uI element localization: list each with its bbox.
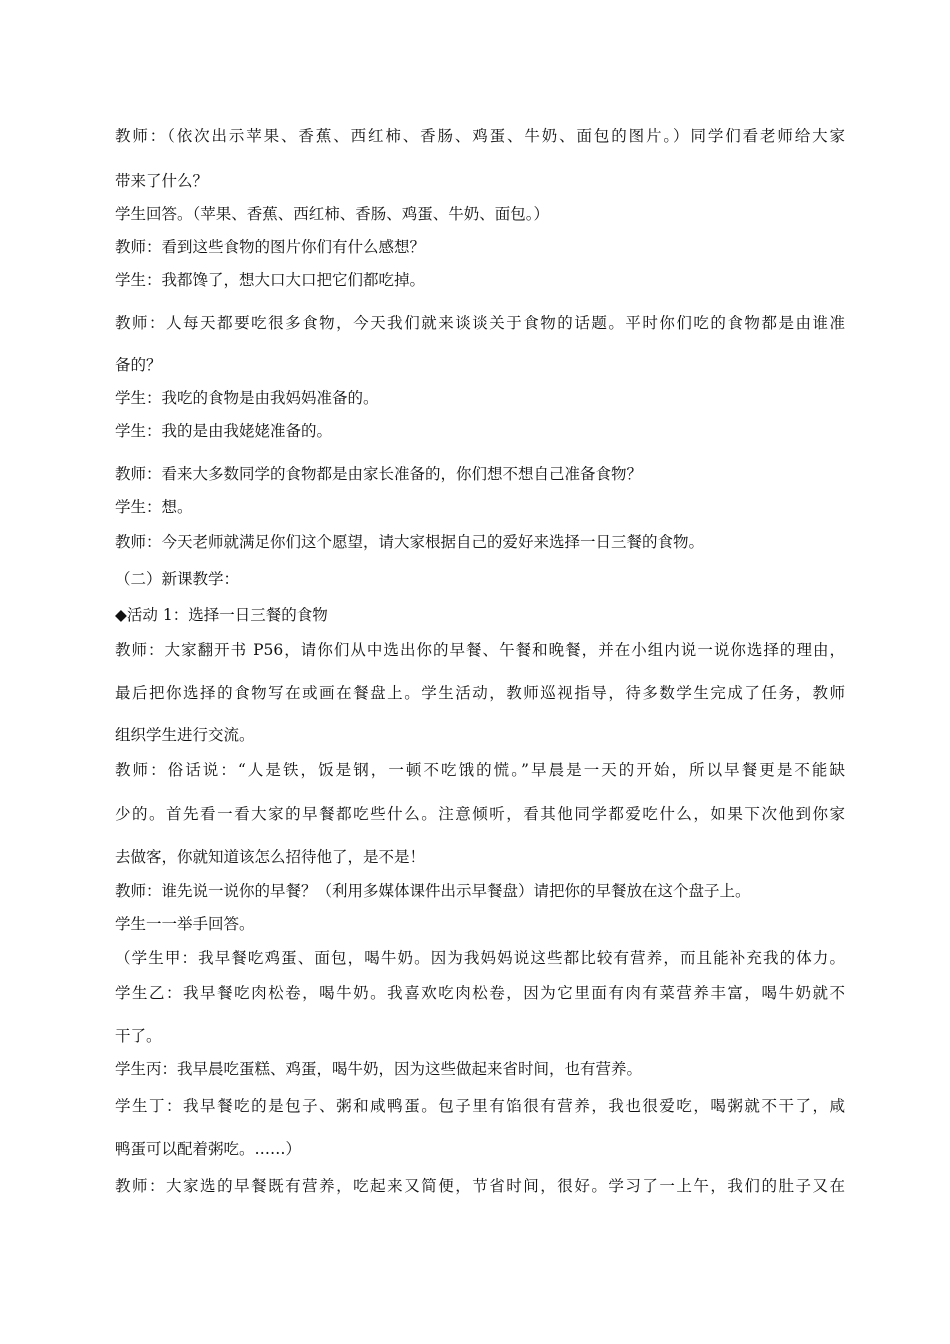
text-line: 学生丙：我早晨吃蛋糕、鸡蛋，喝牛奶，因为这些做起来省时间，也有营养。 [115,1060,643,1078]
activity-heading: ◆活动 1：选择一日三餐的食物 [115,606,328,624]
text-line: 干了。 [115,1027,162,1045]
text-line: 带来了什么？ [115,172,209,190]
text-line: 教师：大家选的早餐既有营养，吃起来又简便，节省时间，很好。学习了一上午，我们的肚子又在 [115,1177,845,1195]
text-line: 教师：人每天都要吃很多食物，今天我们就来谈谈关于食物的话题。平时你们吃的食物都是由谁准 [115,314,845,332]
text-line: 教师：（依次出示苹果、香蕉、西红柿、香肠、鸡蛋、牛奶、面包的图片。）同学们看老师给大家 [115,127,845,145]
text-line: 学生回答。（苹果、香蕉、西红柿、香肠、鸡蛋、牛奶、面包。） [115,205,550,223]
section-heading: （二）新课教学： [115,570,240,588]
text-line: 少的。首先看一看大家的早餐都吃些什么。注意倾听，看其他同学都爱吃什么，如果下次他到你家 [115,805,845,823]
text-line: 学生：我的是由我姥姥准备的。 [115,422,333,440]
text-line: 学生乙：我早餐吃肉松卷，喝牛奶。我喜欢吃肉松卷，因为它里面有肉有菜营养丰富，喝牛奶就不 [115,984,845,1002]
text-line: 学生：我都馋了，想大口大口把它们都吃掉。 [115,271,426,289]
text-line: 最后把你选择的食物写在或画在餐盘上。学生活动，教师巡视指导，待多数学生完成了任务，教师 [115,684,845,702]
text-line: 组织学生进行交流。 [115,726,255,744]
text-line: 备的？ [115,356,162,374]
text-line: （学生甲：我早餐吃鸡蛋、面包，喝牛奶。因为我妈妈说这些都比较有营养，而且能补充我的体力。 [115,949,845,967]
text-line: 教师：大家翻开书 P56，请你们从中选出你的早餐、午餐和晚餐，并在小组内说一说你选择的理由， [115,641,845,659]
text-line: 教师：今天老师就满足你们这个愿望，请大家根据自己的爱好来选择一日三餐的食物。 [115,533,705,551]
text-line: 教师：俗话说：“人是铁，饭是钢，一顿不吃饿的慌。”早晨是一天的开始，所以早餐更是不能缺 [115,761,845,779]
text-line: 去做客，你就知道该怎么招待他了，是不是！ [115,848,426,866]
text-line: 鸭蛋可以配着粥吃。……） [115,1140,302,1158]
text-line: 学生：想。 [115,498,193,516]
text-line: 教师：谁先说一说你的早餐？（利用多媒体课件出示早餐盘）请把你的早餐放在这个盘子上。 [115,882,751,900]
text-line: 学生一一举手回答。 [115,915,255,933]
text-line: 学生：我吃的食物是由我妈妈准备的。 [115,389,379,407]
text-line: 学生丁：我早餐吃的是包子、粥和咸鸭蛋。包子里有馅很有营养，我也很爱吃，喝粥就不干了，咸 [115,1097,845,1115]
text-line: 教师：看来大多数同学的食物都是由家长准备的，你们想不想自己准备食物？ [115,465,643,483]
text-line: 教师：看到这些食物的图片你们有什么感想？ [115,238,426,256]
